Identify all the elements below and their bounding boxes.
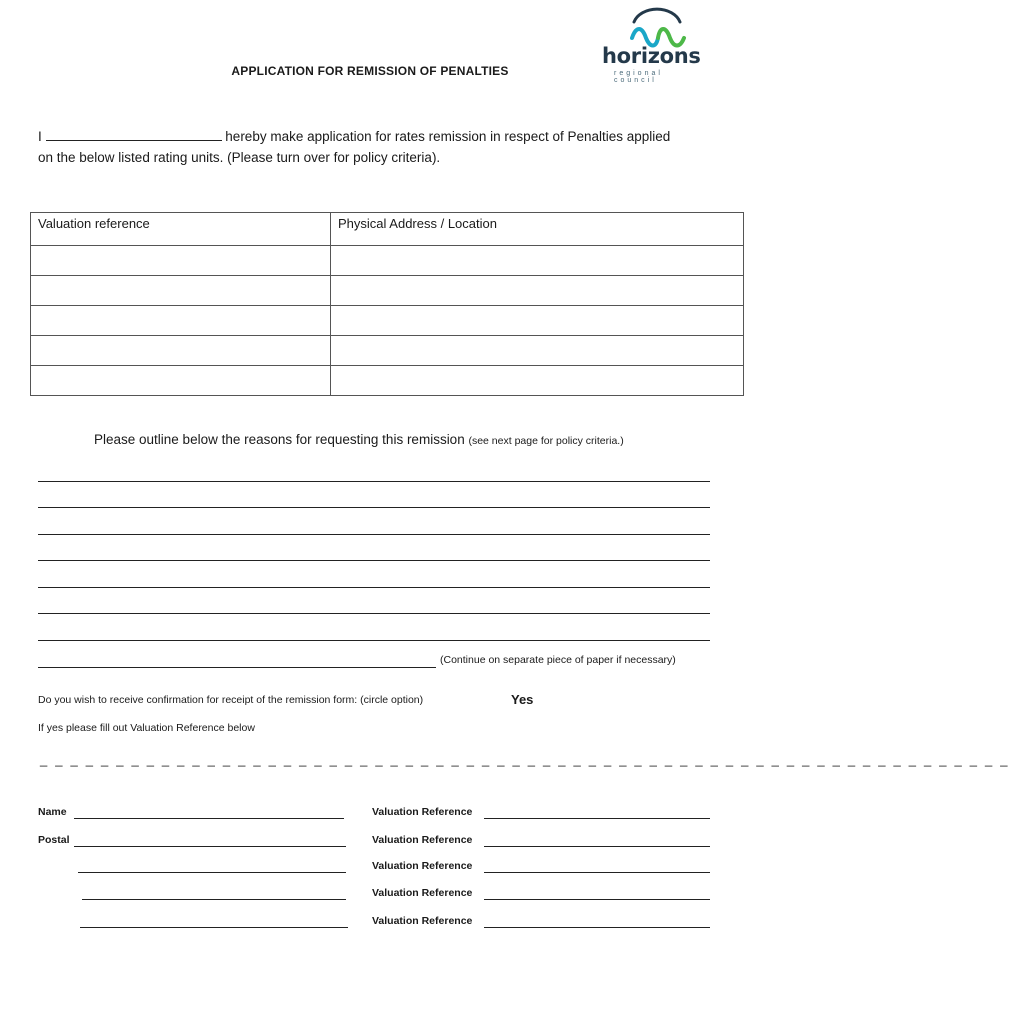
page-title: APPLICATION FOR REMISSION OF PENALTIES xyxy=(231,64,509,78)
table-header-row xyxy=(31,213,744,246)
intro-prefix: I xyxy=(38,129,42,144)
intro-suffix: hereby make application for rates remission in respect of Penalties applied xyxy=(225,129,671,144)
address-cell[interactable] xyxy=(331,336,744,366)
address-cell[interactable] xyxy=(331,306,744,336)
valuation-cell[interactable] xyxy=(31,246,331,276)
if-yes-instruction: If yes please fill out Valuation Reference below xyxy=(38,722,255,734)
postal-field[interactable] xyxy=(74,846,346,847)
reason-line[interactable] xyxy=(38,481,710,482)
table-row xyxy=(31,306,744,336)
valuation-reference-field[interactable] xyxy=(484,899,710,900)
valuation-reference-label: Valuation Reference xyxy=(372,860,473,872)
valuation-reference-label: Valuation Reference xyxy=(372,887,473,899)
valuation-reference-label: Valuation Reference xyxy=(372,834,473,846)
name-label: Name xyxy=(38,806,67,818)
logo-wordmark: horizons xyxy=(602,44,701,68)
reason-line-last[interactable] xyxy=(38,667,436,668)
confirmation-question: Do you wish to receive confirmation for receipt of the remission form: (circle option) xyxy=(38,694,424,706)
valuation-reference-field[interactable] xyxy=(484,927,710,928)
postal-field-line-2[interactable] xyxy=(78,872,346,873)
reason-line[interactable] xyxy=(38,534,710,535)
reason-line[interactable] xyxy=(38,640,710,641)
column-header-address: Physical Address / Location xyxy=(331,213,744,246)
valuation-reference-field[interactable] xyxy=(484,872,710,873)
reason-line[interactable] xyxy=(38,507,710,508)
reasons-note: (see next page for policy criteria.) xyxy=(468,435,624,447)
table-row xyxy=(31,246,744,276)
valuation-cell[interactable] xyxy=(31,366,331,396)
valuation-reference-label: Valuation Reference xyxy=(372,806,473,818)
wave-emblem-icon xyxy=(628,14,688,48)
address-cell[interactable] xyxy=(331,366,744,396)
postal-field-line-4[interactable] xyxy=(80,927,348,928)
reason-line[interactable] xyxy=(38,560,710,561)
valuation-cell[interactable] xyxy=(31,336,331,366)
reasons-lead-text: Please outline below the reasons for requesting this remission xyxy=(94,432,465,447)
intro-line-2: on the below listed rating units. (Please turn over for policy criteria). xyxy=(38,150,441,165)
valuation-cell[interactable] xyxy=(31,306,331,336)
reason-line[interactable] xyxy=(38,613,710,614)
valuation-cell[interactable] xyxy=(31,276,331,306)
table-row xyxy=(31,276,744,306)
address-cell[interactable] xyxy=(331,246,744,276)
reason-line[interactable] xyxy=(38,587,710,588)
name-field[interactable] xyxy=(74,818,344,819)
logo-tagline: regional council xyxy=(614,70,663,84)
postal-field-line-3[interactable] xyxy=(82,899,346,900)
table-row xyxy=(31,366,744,396)
intro-line-1 xyxy=(38,126,728,147)
column-header-valuation: Valuation reference xyxy=(31,213,331,246)
continue-note: (Continue on separate piece of paper if necessary) xyxy=(440,654,676,666)
cut-line-divider: _ _ _ _ _ _ _ _ _ _ _ _ _ _ _ _ _ _ _ _ _ _ _ _ _ _ _ _ _ _ _ _ _ _ _ _ _ _ _ _ _ _ _ _ _ _ _ _ _ _ _ _ _ _ _ _ _ _ _ _ _ _ _ _ xyxy=(40,752,1010,767)
table-row xyxy=(31,336,744,366)
applicant-name-blank[interactable] xyxy=(46,126,222,141)
address-cell[interactable] xyxy=(331,276,744,306)
valuation-reference-label: Valuation Reference xyxy=(372,915,473,927)
valuation-reference-field[interactable] xyxy=(484,846,710,847)
postal-label: Postal xyxy=(38,834,70,846)
reasons-heading xyxy=(94,432,624,447)
valuation-reference-field[interactable] xyxy=(484,818,710,819)
yes-option[interactable]: Yes xyxy=(511,692,534,707)
rating-units-table xyxy=(30,212,744,396)
